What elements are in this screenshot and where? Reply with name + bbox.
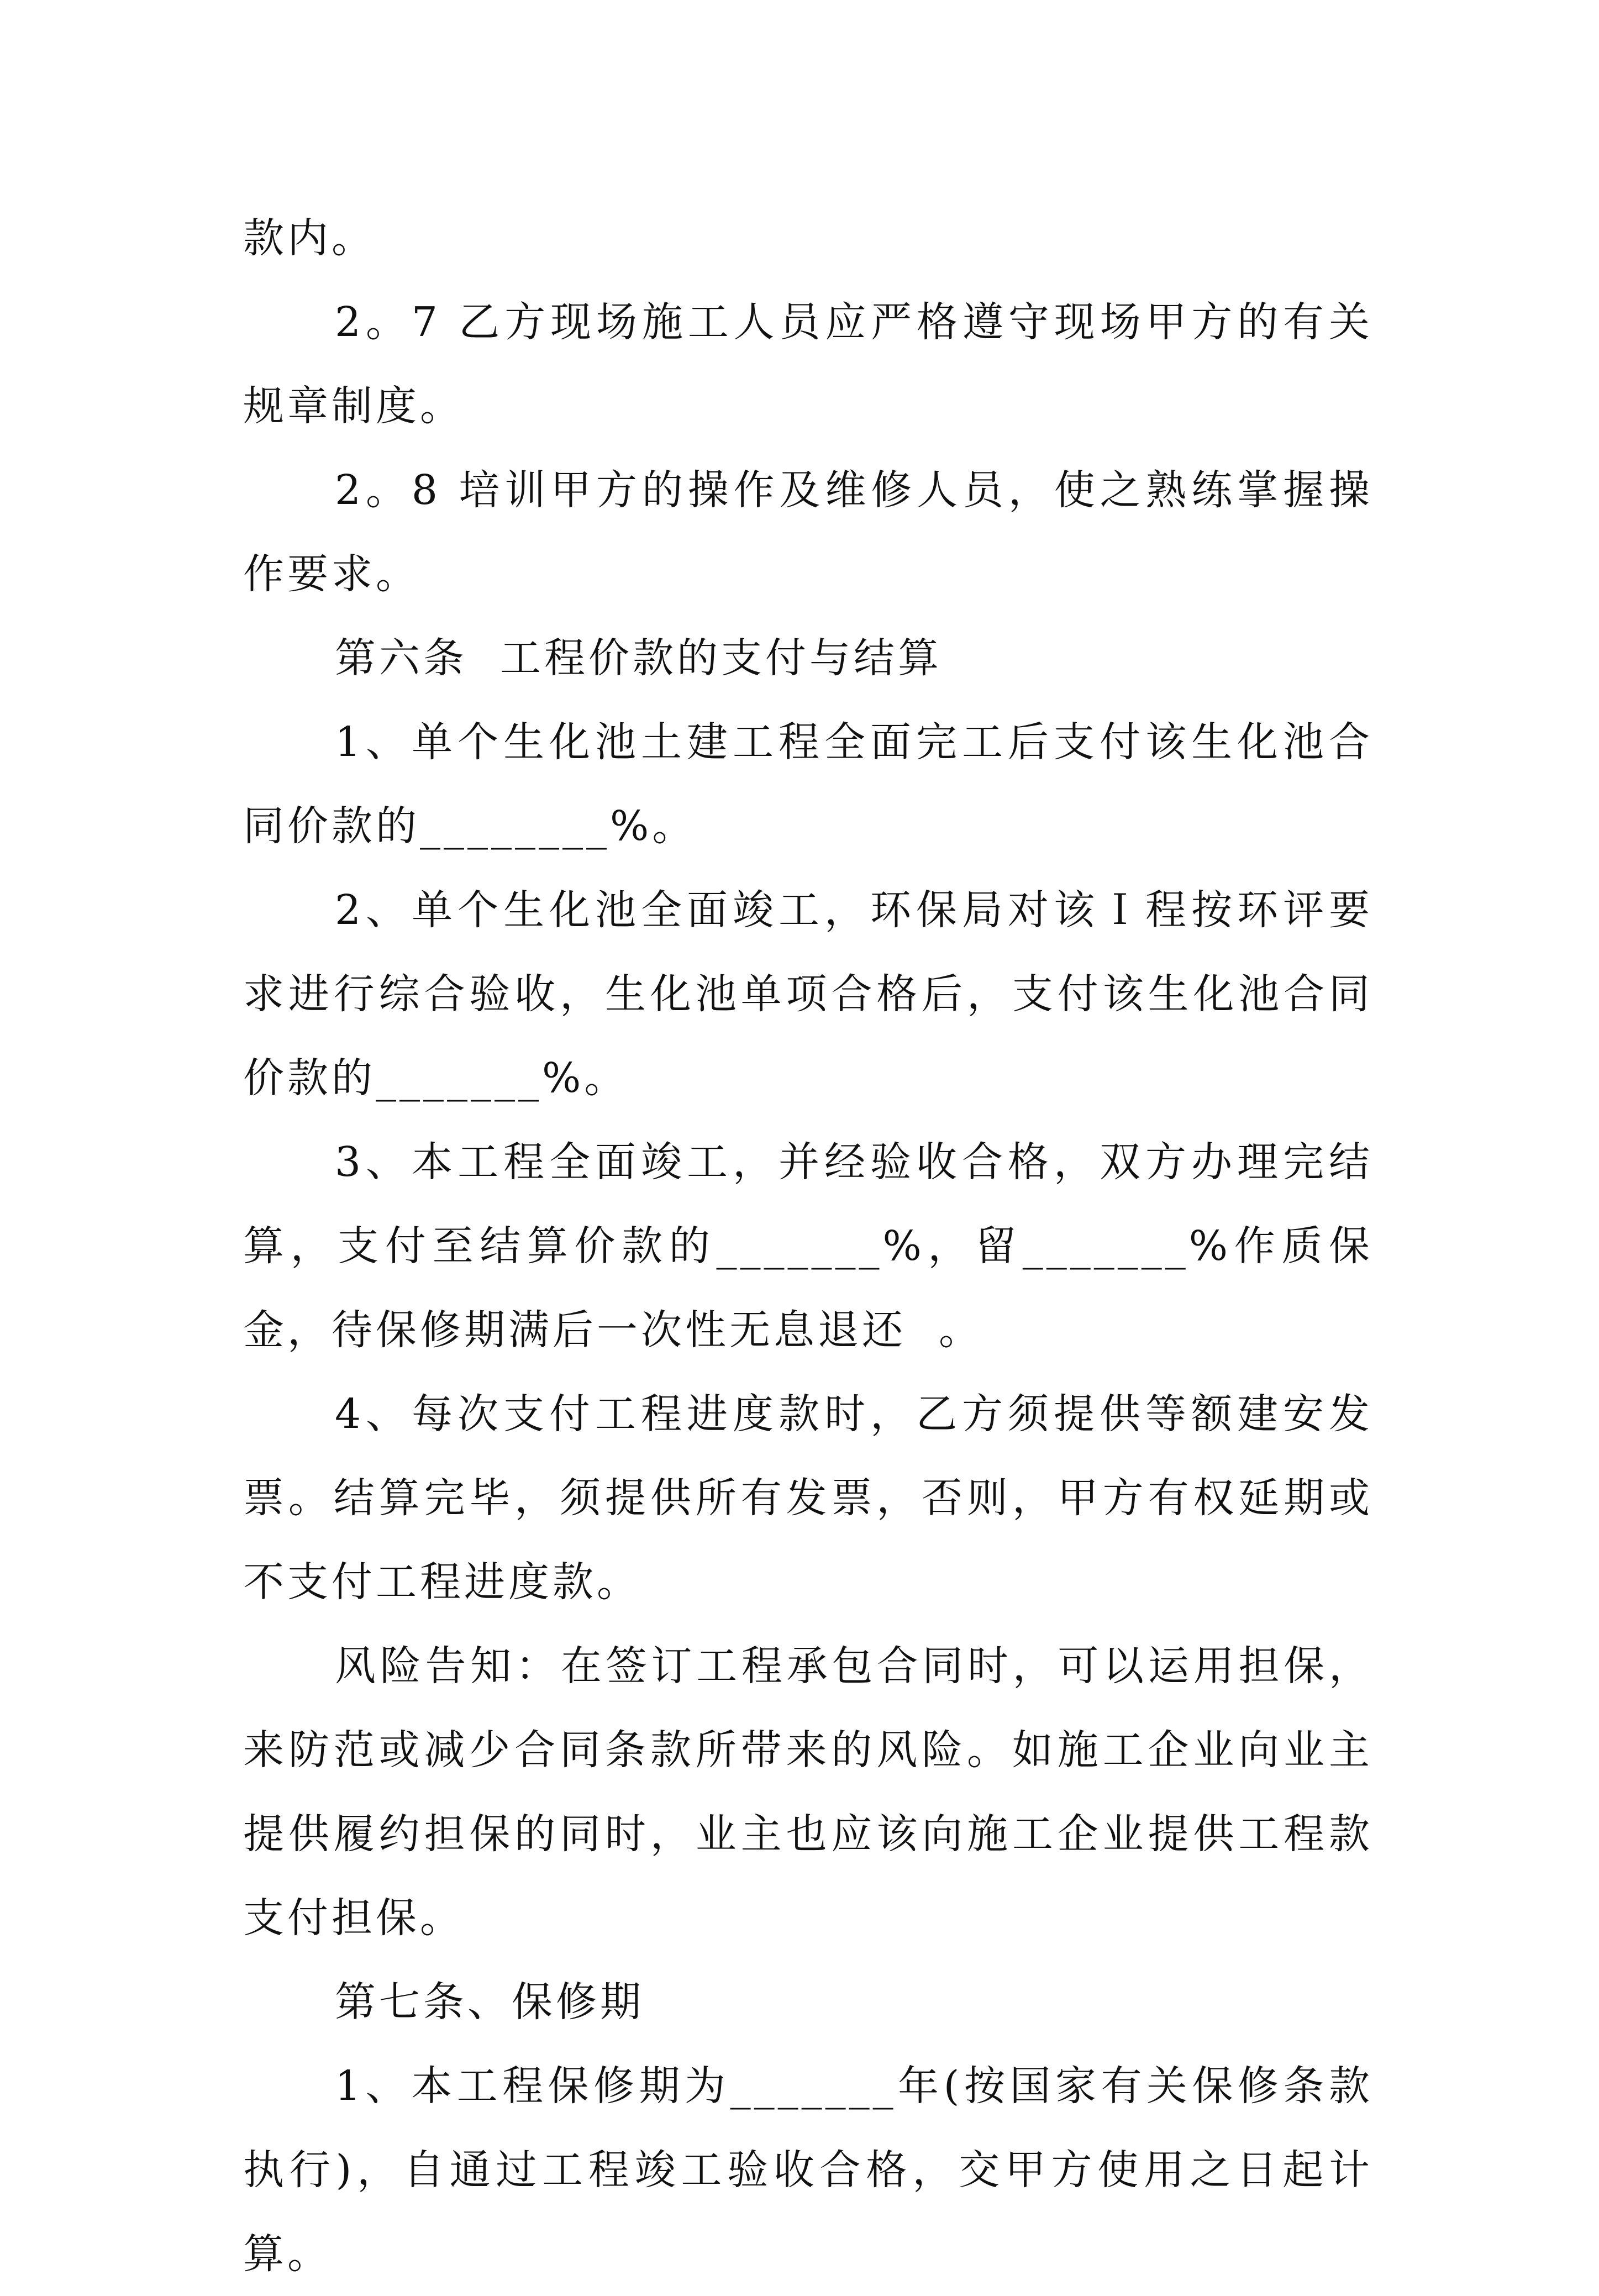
- paragraph-payment-4: 4、每次支付工程进度款时，乙方须提供等额建安发票。结算完毕，须提供所有发票，否则，甲方有权延期或不支付工程进度款。: [243, 1390, 1373, 1606]
- section-heading-article-6: 第六条 工程价款的支付与结算: [335, 634, 943, 682]
- paragraph-clause-2-7: 2。7 乙方现场施工人员应严格遵守现场甲方的有关规章制度。: [243, 298, 1373, 430]
- paragraph-continuation: 款内。: [243, 214, 376, 262]
- paragraph-warranty-1: 1、本工程保修期为_______年(按国家有关保修条款执行)，自通过工程竣工验收合格，交甲方使用之日起计算。: [243, 2062, 1373, 2278]
- paragraph-clause-2-8: 2。8 培训甲方的操作及维修人员，使之熟练掌握操作要求。: [243, 466, 1373, 598]
- paragraph-payment-1: 1、单个生化池土建工程全面完工后支付该生化池合同价款的________%。: [243, 718, 1373, 850]
- section-heading-article-7: 第七条、保修期: [335, 1978, 644, 2026]
- paragraph-risk-notice: 风险告知：在签订工程承包合同时，可以运用担保，来防范或减少合同条款所带来的风险。如施工企业向业主提供履约担保的同时，业主也应该向施工企业提供工程款支付担保。: [243, 1642, 1373, 1942]
- paragraph-payment-3: 3、本工程全面竣工，并经验收合格，双方办理完结算，支付至结算价款的_______%，留_______%作质保金，待保修期满后一次性无息退还 。: [243, 1138, 1373, 1354]
- paragraph-payment-2: 2、单个生化池全面竣工，环保局对该Ｉ程按环评要求进行综合验收，生化池单项合格后，支付该生化池合同价款的_______%。: [243, 886, 1373, 1102]
- document-page: [243, 196, 1373, 2296]
